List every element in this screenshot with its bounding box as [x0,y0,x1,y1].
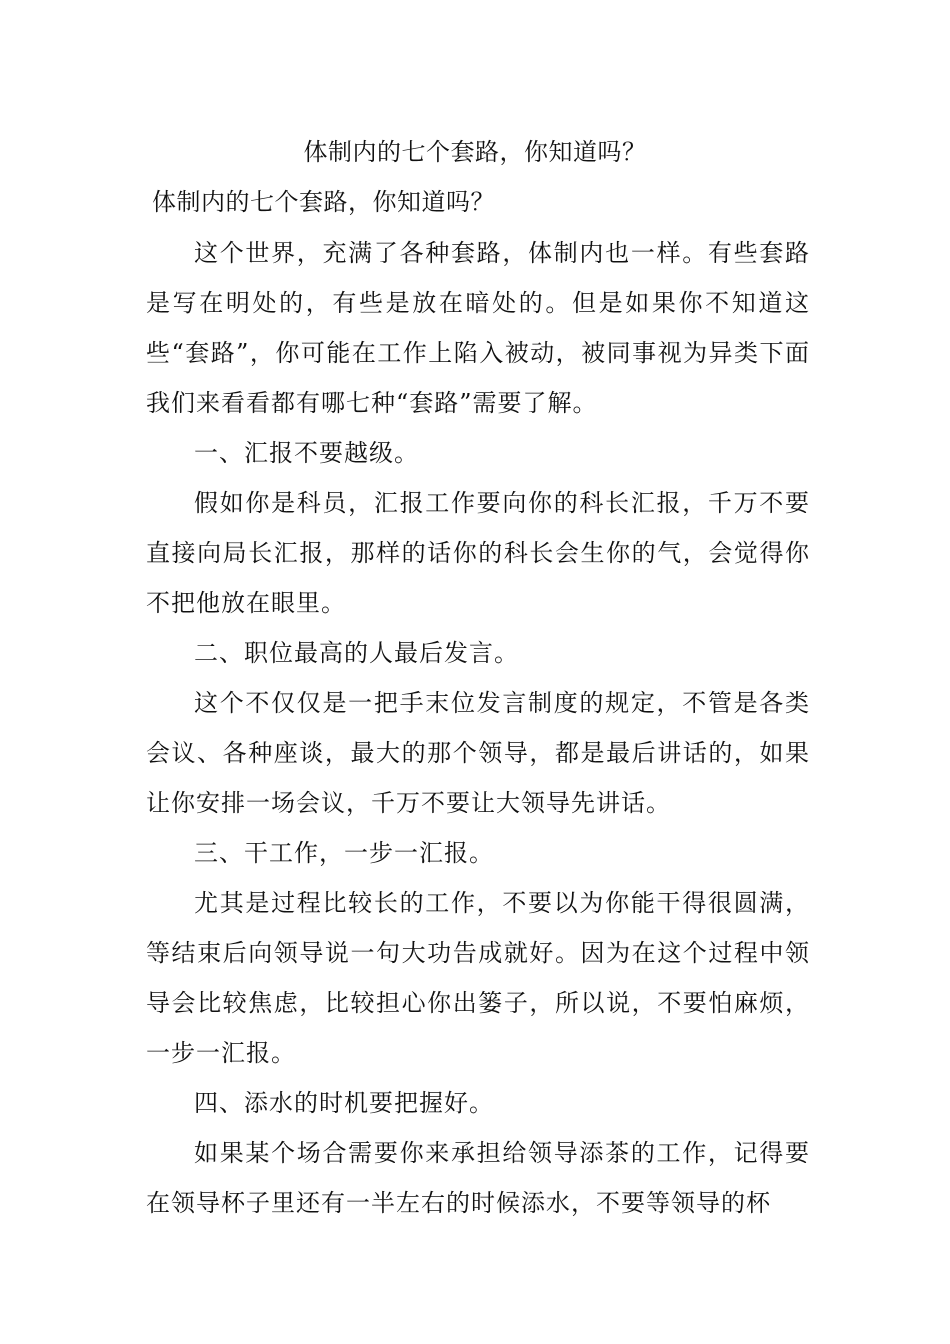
document-body [146,228,810,1228]
section-heading-3: 三、干工作，一步一汇报。 [194,839,494,867]
paragraph-2: 这个不仅仅是一把手末位发言制度的规定，不管是各类会议、各种座谈，最大的那个领导，都是最后讲话的，如果让你安排一场会议，千万不要让大领导先讲话。 [146,689,810,817]
paragraph-3: 尤其是过程比较长的工作，不要以为你能干得很圆满，等结束后向领导说一句大功告成就好。因为在这个过程中领导会比较焦虑，比较担心你出篓子，所以说，不要怕麻烦，一步一汇报。 [146,889,810,1067]
page-subtitle: 体制内的七个套路，你知道吗？ [152,188,495,216]
paragraph-1: 假如你是科员，汇报工作要向你的科长汇报，千万不要直接向局长汇报，那样的话你的科长会生你的气，会觉得你不把他放在眼里。 [146,489,810,617]
section-heading-4: 四、添水的时机要把握好。 [194,1089,494,1117]
paragraph-intro: 这个世界，充满了各种套路，体制内也一样。有些套路是写在明处的，有些是放在暗处的。但是如果你不知道这些“套路”，你可能在工作上陷入被动，被同事视为异类下面我们来看看都有哪七种“套路”需要了解。 [146,239,810,417]
paragraph-4: 如果某个场合需要你来承担给领导添茶的工作，记得要在领导杯子里还有一半左右的时候添水，不要等领导的杯 [146,1139,810,1217]
section-heading-2: 二、职位最高的人最后发言。 [194,639,519,667]
section-heading-1: 一、汇报不要越级。 [194,439,419,467]
page-title: 体制内的七个套路，你知道吗？ [303,138,647,166]
